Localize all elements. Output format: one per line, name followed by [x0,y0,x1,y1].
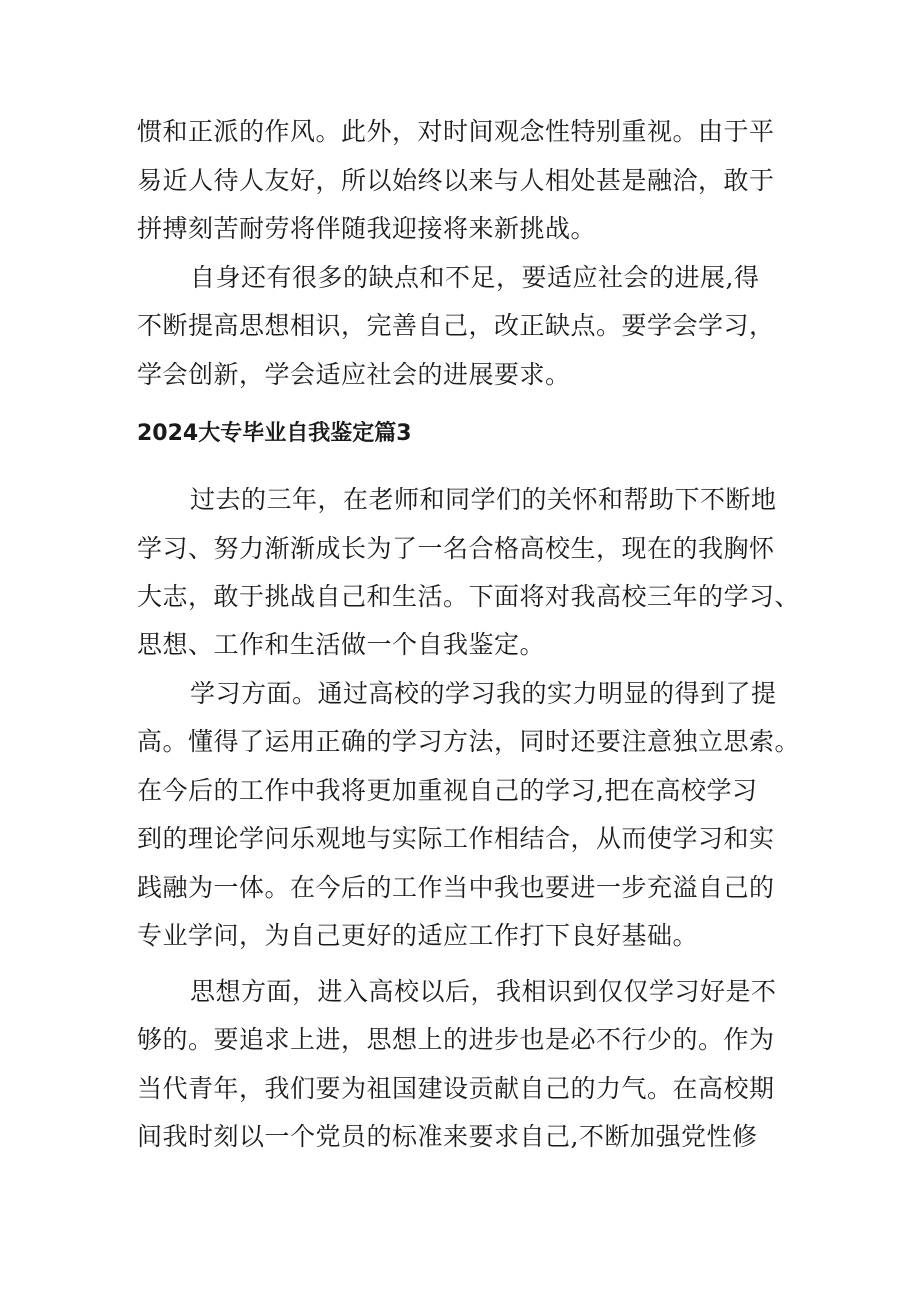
paragraph-line: 拼搏刻苦耐劳将伴随我迎接将来新挑战。 [137,214,597,243]
paragraph-line: 在今后的工作中我将更加重视自己的学习,把在高校学习 [137,776,758,805]
paragraph-line: 易近人待人友好，所以始终以来与人相处甚是融洽，敢于 [137,166,775,195]
paragraph-line: 不断提高思想相识，完善自己，改正缺点。要学会学习， [137,311,775,340]
paragraph-line: 践融为一体。在今后的工作当中我也要进一步充溢自己的 [137,873,775,902]
paragraph-line: 间我时刻以一个党员的标准来要求自己,不断加强党性修 [137,1122,758,1151]
paragraph-line: 大志，敢于挑战自己和生活。下面将对我高校三年的学习、 [137,582,801,611]
paragraph-line: 过去的三年，在老师和同学们的关怀和帮助下不断地 [190,485,777,514]
paragraph-line: 自身还有很多的缺点和不足，要适应社会的进展,得 [190,263,760,292]
paragraph-line: 思想、工作和生活做一个自我鉴定。 [137,630,546,659]
paragraph-line: 思想方面，进入高校以后，我相识到仅仅学习好是不 [190,977,777,1006]
paragraph-line: 高。懂得了运用正确的学习方法，同时还要注意独立思索。 [137,727,801,756]
paragraph-line: 学习方面。通过高校的学习我的实力明显的得到了提 [190,679,777,708]
paragraph-line: 够的。要追求上进，思想上的进步也是必不行少的。作为 [137,1025,775,1054]
paragraph-line: 学会创新，学会适应社会的进展要求。 [137,360,571,389]
paragraph-line: 学习、努力渐渐成长为了一名合格高校生，现在的我胸怀 [137,534,775,563]
paragraph-line: 惯和正派的作风。此外，对时间观念性特别重视。由于平 [137,117,775,146]
section-heading: 2024大专毕业自我鉴定篇3 [137,421,412,446]
paragraph-line: 当代青年，我们要为祖国建设贡献自己的力气。在高校期 [137,1074,775,1103]
paragraph-line: 专业学问，为自己更好的适应工作打下良好基础。 [137,921,699,950]
paragraph-line: 到的理论学问乐观地与实际工作相结合，从而使学习和实 [137,824,775,853]
